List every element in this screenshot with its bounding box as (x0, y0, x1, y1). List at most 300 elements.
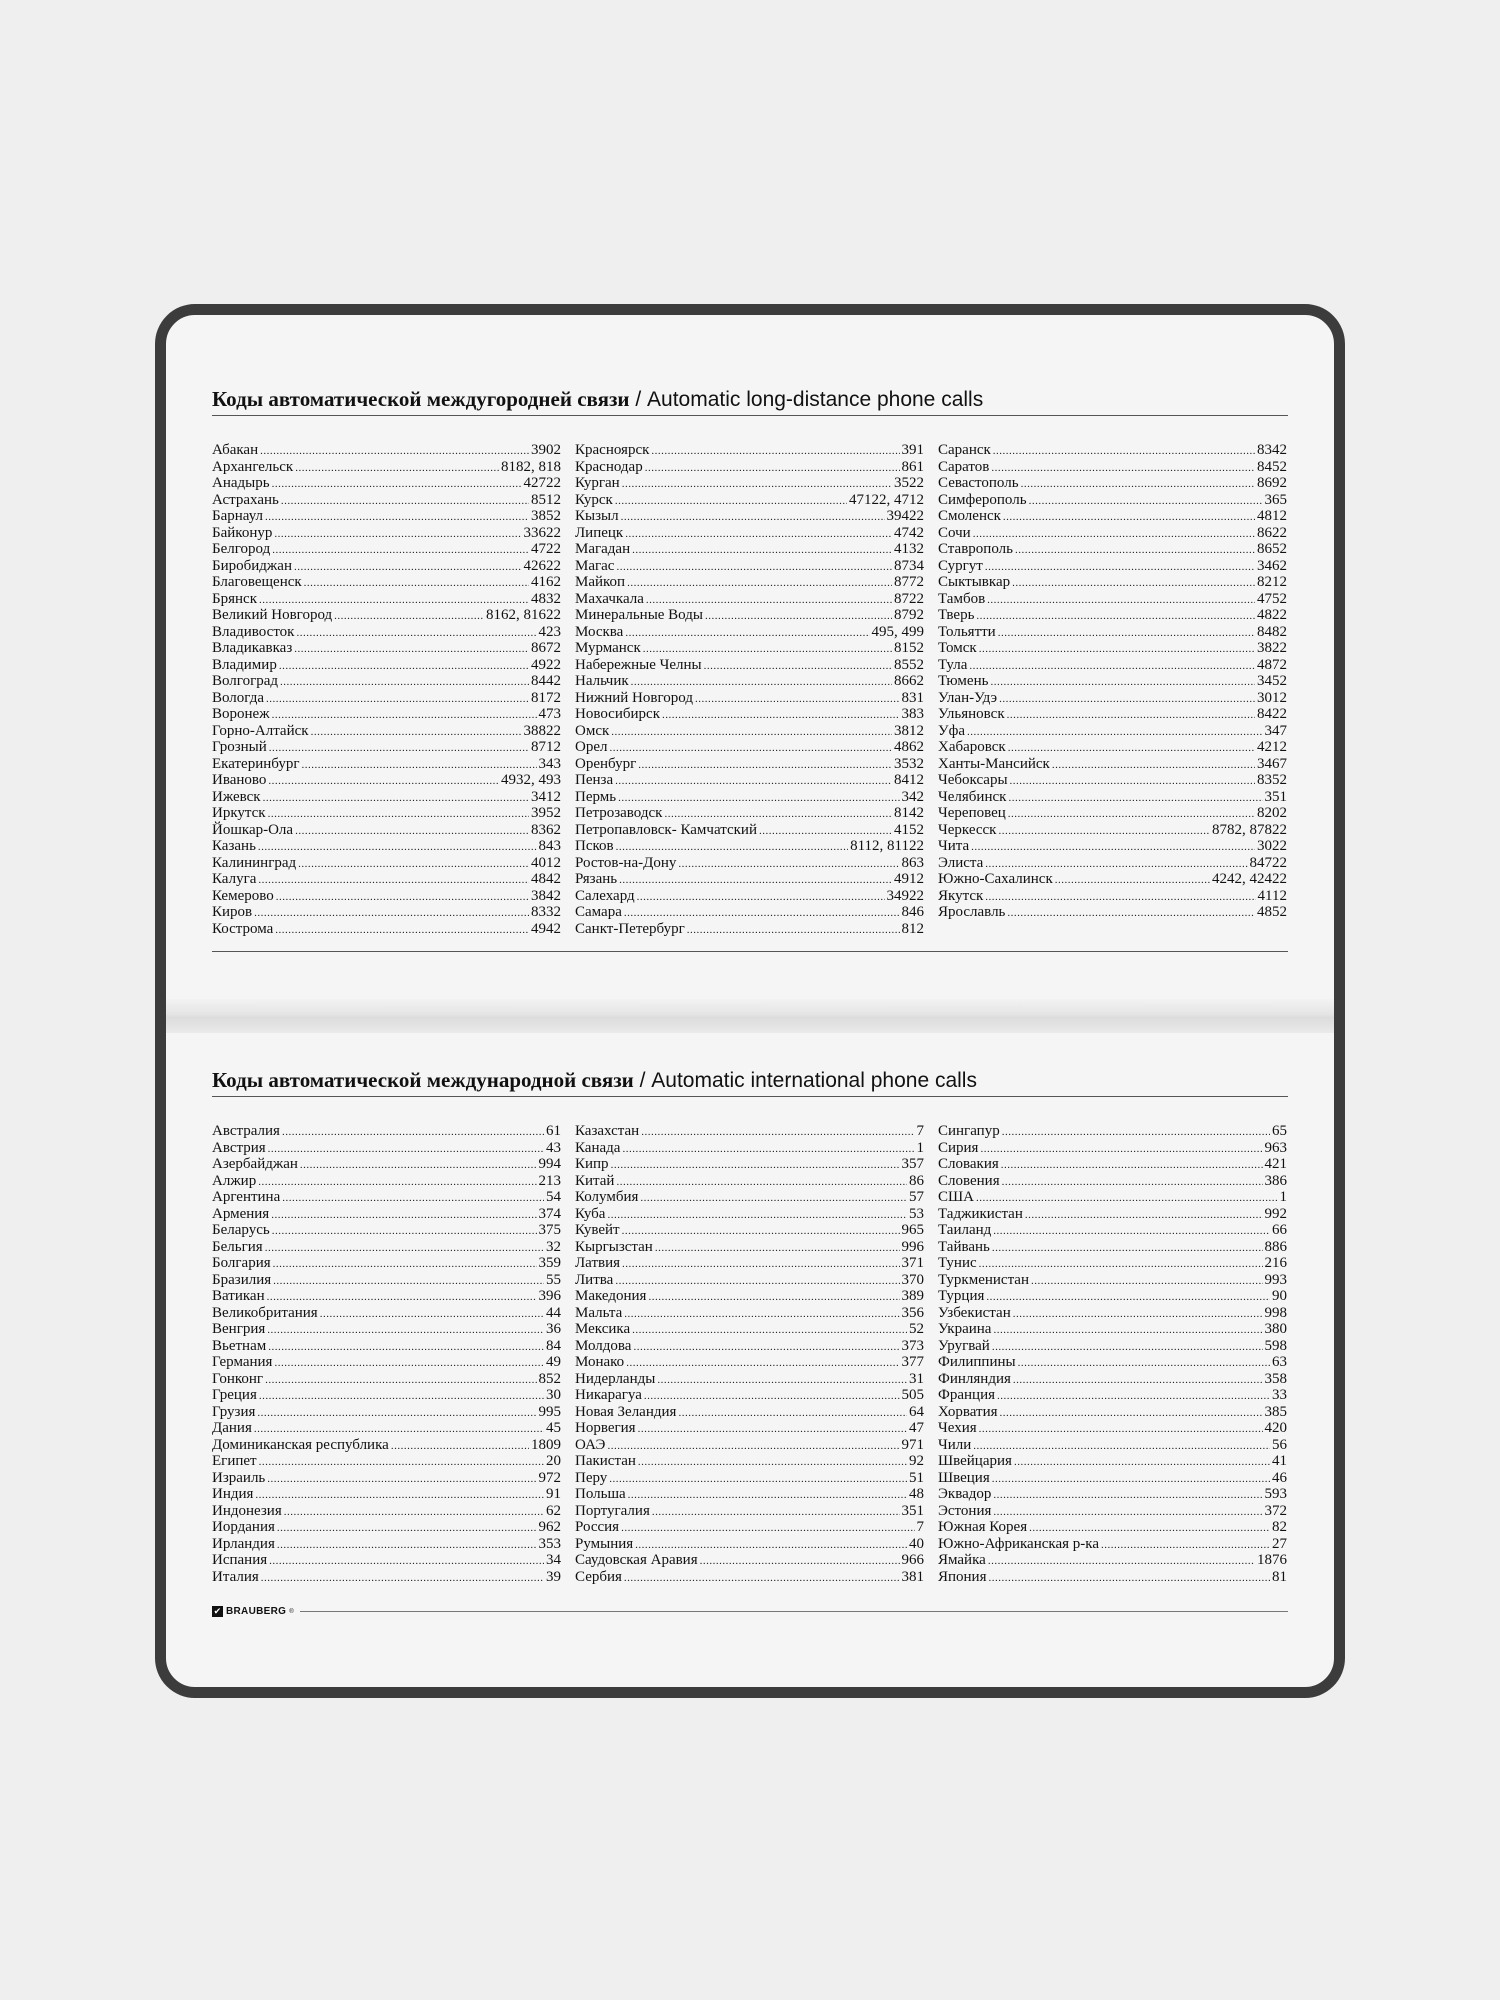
entry-code: 3522 (894, 475, 924, 491)
list-item (575, 739, 924, 756)
entry-name: Эстония (938, 1502, 992, 1519)
dot-leader (638, 1454, 907, 1471)
entry-code: 420 (1264, 1420, 1287, 1436)
entry-name: Ижевск (212, 788, 261, 805)
entry-name: Магадан (575, 541, 631, 557)
list-item (938, 591, 1287, 608)
list-item (212, 508, 561, 525)
entry-name: Омск (575, 722, 610, 739)
entry-name: Австралия (212, 1123, 280, 1139)
list-item (938, 1552, 1287, 1569)
entry-name: Байконур (212, 524, 273, 541)
entry-code: 47122, 4712 (849, 491, 924, 508)
entry-name: Барнаул (212, 508, 264, 524)
dot-leader (980, 1141, 1262, 1158)
entry-name: Красноярск (575, 442, 650, 458)
entry-name: Италия (212, 1568, 259, 1585)
list-item (575, 871, 924, 888)
dot-leader (274, 526, 521, 543)
directory-card (155, 304, 1345, 1698)
list-item (575, 888, 924, 905)
entry-name: Южно-Африканская р-ка (938, 1535, 1099, 1552)
entry-code: 8672 (531, 640, 561, 656)
list-item (212, 1239, 561, 1256)
entry-code: 8662 (894, 673, 924, 689)
entry-name: Молдова (575, 1337, 632, 1354)
dot-leader (622, 1141, 914, 1158)
entry-code: 342 (901, 788, 924, 805)
list-item (575, 541, 924, 558)
list-item (938, 607, 1287, 624)
entry-name: Тунис (938, 1255, 977, 1271)
list-item (938, 1338, 1287, 1355)
entry-code: 65 (1272, 1123, 1287, 1139)
entry-name: Финляндия (938, 1370, 1011, 1387)
entry-code: 372 (1264, 1502, 1287, 1519)
entry-code: 812 (901, 920, 924, 937)
entry-code: 8172 (531, 689, 561, 706)
dot-leader (1031, 1273, 1263, 1290)
dot-leader (635, 1537, 907, 1554)
dot-leader (989, 1570, 1271, 1587)
entry-code: 40 (909, 1535, 924, 1552)
list-item (212, 525, 561, 542)
list-item (212, 459, 561, 476)
entry-name: Румыния (575, 1535, 634, 1552)
entry-code: 383 (901, 706, 924, 722)
entry-code: 8734 (894, 557, 924, 574)
dot-leader (979, 1256, 1263, 1273)
entry-name: Рязань (575, 871, 618, 887)
entry-code: 3842 (531, 887, 561, 904)
dot-leader (272, 476, 522, 493)
entry-name: Дания (212, 1420, 252, 1436)
list-item (212, 1387, 561, 1404)
entry-name: Саранск (938, 442, 991, 458)
dot-leader (640, 1190, 907, 1207)
entry-name: Астрахань (212, 491, 279, 508)
entry-code: 8152 (894, 640, 924, 656)
list-item (212, 838, 561, 855)
entry-name: Пермь (575, 788, 617, 805)
dot-leader (622, 1223, 900, 1240)
list-item (212, 822, 561, 839)
list-item (938, 1486, 1287, 1503)
entry-code: 357 (901, 1156, 924, 1172)
entry-code: 8352 (1257, 772, 1287, 788)
list-item (938, 541, 1287, 558)
dot-leader (259, 592, 529, 609)
dot-leader (254, 1421, 544, 1438)
entry-code: 861 (901, 458, 924, 475)
list-item (575, 492, 924, 509)
entry-code: 62 (546, 1502, 561, 1519)
list-item (575, 657, 924, 674)
entry-code: 54 (546, 1189, 561, 1205)
entry-name: Куба (575, 1205, 606, 1222)
list-item (212, 1536, 561, 1553)
list-item (212, 475, 561, 492)
entry-code: 64 (909, 1403, 924, 1420)
dot-leader (1008, 790, 1262, 807)
entry-code: 598 (1264, 1337, 1287, 1354)
list-item (575, 723, 924, 740)
dot-leader (607, 1438, 899, 1455)
entry-name: Норвегия (575, 1420, 636, 1436)
dot-leader (271, 1207, 536, 1224)
dot-leader (967, 724, 1263, 741)
list-item (938, 1173, 1287, 1190)
list-item (212, 1519, 561, 1536)
footer-rule (300, 1611, 1288, 1612)
domestic-title-en: Automatic long-distance phone calls (647, 388, 984, 411)
entry-name: Владимир (212, 656, 277, 673)
list-item (938, 1470, 1287, 1487)
entry-code: 82 (1272, 1519, 1287, 1535)
list-item (575, 1420, 924, 1437)
list-item (212, 541, 561, 558)
entry-code: 31 (909, 1370, 924, 1387)
entry-code: 3812 (894, 722, 924, 739)
list-item (212, 904, 561, 921)
list-item (938, 1536, 1287, 1553)
international-columns (212, 1123, 1288, 1585)
dot-leader (625, 526, 892, 543)
entry-name: Ульяновск (938, 706, 1005, 722)
entry-code: 993 (1264, 1271, 1287, 1288)
dot-leader (971, 839, 1255, 856)
entry-name: Краснодар (575, 458, 643, 475)
international-title-ru: Коды автоматической международной связи (212, 1068, 634, 1092)
list-item (212, 805, 561, 822)
entry-code: 3412 (531, 788, 561, 805)
entry-code: 3452 (1257, 673, 1287, 689)
entry-code: 3902 (531, 442, 561, 458)
entry-name: Мальта (575, 1304, 623, 1321)
list-item (938, 1255, 1287, 1272)
entry-name: США (938, 1189, 974, 1205)
international-column-1 (212, 1123, 561, 1585)
entry-code: 3822 (1257, 640, 1287, 656)
list-item (575, 624, 924, 641)
list-item (212, 673, 561, 690)
entry-name: Ярославль (938, 904, 1006, 920)
entry-name: Таиланд (938, 1222, 992, 1238)
list-item (575, 1255, 924, 1272)
list-item (212, 756, 561, 773)
list-item (212, 855, 561, 872)
list-item (212, 871, 561, 888)
list-item (212, 1338, 561, 1355)
registered-mark: ® (289, 1608, 294, 1615)
list-item (212, 1486, 561, 1503)
entry-name: Севастополь (938, 475, 1019, 491)
entry-name: Минеральные Воды (575, 607, 703, 623)
list-item (575, 640, 924, 657)
entry-name: Черкесск (938, 821, 997, 838)
entry-code: 38822 (523, 722, 561, 739)
dot-leader (657, 1372, 907, 1389)
list-item (212, 1140, 561, 1157)
entry-code: 47 (909, 1420, 924, 1436)
list-item (575, 1140, 924, 1157)
entry-code: 91 (546, 1486, 561, 1502)
entry-name: Кострома (212, 920, 274, 937)
entry-name: Гонконг (212, 1370, 264, 1387)
dot-leader (615, 1273, 899, 1290)
entry-name: Нидерланды (575, 1370, 656, 1387)
dot-leader (1052, 757, 1255, 774)
dot-leader (985, 559, 1255, 576)
list-item (575, 1173, 924, 1190)
entry-code: 421 (1264, 1156, 1287, 1172)
entry-code: 8412 (894, 772, 924, 788)
entry-code: 4932, 493 (501, 772, 561, 788)
dot-leader (334, 608, 484, 625)
entry-code: 886 (1264, 1238, 1287, 1255)
entry-code: 8782, 87822 (1212, 821, 1287, 838)
list-item (575, 855, 924, 872)
dot-leader (638, 1421, 907, 1438)
list-item (938, 1222, 1287, 1239)
entry-name: Германия (212, 1354, 273, 1370)
dot-leader (992, 1471, 1270, 1488)
brand-check-icon: ✔ (213, 1606, 222, 1616)
list-item (575, 459, 924, 476)
entry-name: Сирия (938, 1139, 979, 1156)
dot-leader (1007, 707, 1255, 724)
dot-leader (627, 575, 892, 592)
entry-name: Уругвай (938, 1337, 990, 1354)
entry-name: Орел (575, 739, 608, 755)
list-item (575, 1470, 924, 1487)
dot-leader (615, 773, 892, 790)
dot-leader (651, 443, 899, 460)
list-item (938, 1123, 1287, 1140)
entry-name: Казахстан (575, 1123, 640, 1139)
entry-code: 213 (538, 1172, 561, 1189)
list-item (212, 1420, 561, 1437)
list-item (938, 1371, 1287, 1388)
entry-name: Псков (575, 838, 614, 854)
entry-code: 1 (1279, 1189, 1287, 1205)
entry-code: 7 (916, 1123, 924, 1139)
entry-code: 377 (901, 1354, 924, 1370)
entry-code: 84722 (1249, 854, 1287, 871)
dot-leader (272, 542, 529, 559)
entry-code: 846 (901, 904, 924, 920)
international-title-separator: / (633, 1069, 652, 1092)
entry-code: 4752 (1257, 590, 1287, 607)
entry-name: Новосибирск (575, 706, 660, 722)
entry-name: Курск (575, 491, 613, 508)
list-item (575, 1305, 924, 1322)
entry-code: 343 (538, 755, 561, 772)
dot-leader (704, 658, 892, 675)
list-item (212, 888, 561, 905)
entry-name: Вологда (212, 689, 264, 706)
entry-code: 380 (1264, 1321, 1287, 1337)
entry-name: Челябинск (938, 788, 1007, 805)
list-item (575, 921, 924, 938)
entry-code: 4742 (894, 524, 924, 541)
entry-code: 33 (1272, 1387, 1287, 1403)
list-item (575, 475, 924, 492)
list-item (938, 673, 1287, 690)
list-item (212, 442, 561, 459)
list-item (212, 739, 561, 756)
entry-code: 396 (538, 1288, 561, 1304)
dot-leader (272, 707, 537, 724)
entry-name: Ставрополь (938, 541, 1013, 557)
list-item (212, 1222, 561, 1239)
entry-name: Никарагуа (575, 1387, 642, 1403)
entry-code: 4872 (1257, 656, 1287, 673)
dot-leader (992, 1339, 1263, 1356)
entry-name: Турция (938, 1288, 985, 1304)
dot-leader (618, 790, 899, 807)
entry-name: Словения (938, 1172, 1000, 1189)
entry-code: 495, 499 (871, 623, 924, 640)
list-item (212, 591, 561, 608)
list-item (212, 1437, 561, 1454)
footer (212, 1606, 1288, 1617)
entry-name: Бельгия (212, 1238, 263, 1255)
dot-leader (616, 559, 892, 576)
dot-leader (624, 905, 900, 922)
dot-leader (643, 641, 892, 658)
list-item (938, 838, 1287, 855)
entry-code: 4912 (894, 871, 924, 887)
entry-name: Якутск (938, 887, 984, 904)
entry-code: 36 (546, 1321, 561, 1337)
entry-name: Абакан (212, 442, 259, 458)
entry-code: 86 (909, 1172, 924, 1189)
dot-leader (973, 1438, 1270, 1455)
dot-leader (294, 559, 522, 576)
list-item (938, 855, 1287, 872)
dot-leader (1014, 1454, 1270, 1471)
dot-leader (632, 1322, 907, 1339)
dot-leader (992, 1240, 1263, 1257)
dot-leader (609, 1471, 907, 1488)
entry-name: Самара (575, 904, 622, 920)
entry-name: Улан-Удэ (938, 689, 998, 706)
dot-leader (625, 625, 869, 642)
dot-leader (265, 1372, 536, 1389)
dot-leader (1018, 1355, 1270, 1372)
list-item (212, 657, 561, 674)
dot-leader (624, 1570, 900, 1587)
dot-leader (652, 1504, 900, 1521)
dot-leader (1029, 493, 1263, 510)
entry-name: Швейцария (938, 1453, 1012, 1469)
dot-leader (301, 757, 536, 774)
entry-code: 48 (909, 1486, 924, 1502)
entry-name: Россия (575, 1519, 620, 1535)
entry-name: Китай (575, 1172, 615, 1189)
entry-name: Белгород (212, 541, 271, 557)
list-item (938, 574, 1287, 591)
dot-leader (296, 625, 536, 642)
entry-name: Мексика (575, 1321, 631, 1337)
entry-code: 4132 (894, 541, 924, 557)
entry-name: Грузия (212, 1403, 256, 1420)
entry-name: Кыргызстан (575, 1238, 653, 1255)
list-item (575, 822, 924, 839)
dot-leader (1055, 872, 1210, 889)
entry-name: Алжир (212, 1172, 257, 1189)
list-item (938, 1140, 1287, 1157)
domestic-title-separator: / (629, 388, 648, 411)
entry-code: 27 (1272, 1535, 1287, 1552)
dot-leader (615, 493, 847, 510)
dot-leader (678, 1405, 907, 1422)
entry-code: 8482 (1257, 623, 1287, 640)
entry-code: 3012 (1257, 689, 1287, 706)
entry-code: 8722 (894, 590, 924, 607)
dot-leader (267, 1289, 537, 1306)
international-section-title (212, 1064, 1288, 1097)
entry-code: 1 (916, 1139, 924, 1156)
entry-code: 353 (538, 1535, 561, 1552)
entry-name: Украина (938, 1321, 992, 1337)
entry-name: Монако (575, 1354, 625, 1370)
entry-name: Хабаровск (938, 739, 1006, 755)
dot-leader (1008, 806, 1255, 823)
list-item (575, 591, 924, 608)
dot-leader (985, 889, 1255, 906)
entry-code: 995 (538, 1403, 561, 1420)
entry-code: 81 (1272, 1568, 1287, 1585)
entry-code: 42622 (523, 557, 561, 574)
dot-leader (993, 1223, 1270, 1240)
entry-code: 375 (538, 1222, 561, 1238)
entry-name: Набережные Челны (575, 656, 702, 673)
entry-name: Сочи (938, 524, 971, 541)
entry-name: Греция (212, 1387, 257, 1403)
dot-leader (662, 707, 900, 724)
dot-leader (1021, 476, 1255, 493)
entry-name: Индонезия (212, 1502, 282, 1519)
dot-leader (1015, 542, 1255, 559)
dot-leader (268, 806, 529, 823)
dot-leader (976, 1190, 1278, 1207)
dot-leader (269, 740, 529, 757)
entry-name: Египет (212, 1453, 257, 1469)
dot-leader (255, 1487, 544, 1504)
entry-name: Словакия (938, 1156, 999, 1172)
entry-name: Великобритания (212, 1304, 318, 1321)
entry-code: 8652 (1257, 541, 1287, 557)
entry-code: 8792 (894, 607, 924, 623)
dot-leader (626, 1355, 899, 1372)
dot-leader (1008, 740, 1255, 757)
entry-name: Калуга (212, 871, 257, 887)
entry-code: 992 (1264, 1205, 1287, 1222)
entry-name: Латвия (575, 1255, 621, 1271)
entry-code: 423 (538, 623, 561, 640)
entry-code: 371 (901, 1255, 924, 1271)
dot-leader (1101, 1537, 1270, 1554)
entry-name: Элиста (938, 854, 984, 871)
entry-code: 473 (538, 706, 561, 722)
list-item (575, 1156, 924, 1173)
list-item (938, 1387, 1287, 1404)
dot-leader (391, 1438, 529, 1455)
list-item (575, 1437, 924, 1454)
list-item (575, 1222, 924, 1239)
